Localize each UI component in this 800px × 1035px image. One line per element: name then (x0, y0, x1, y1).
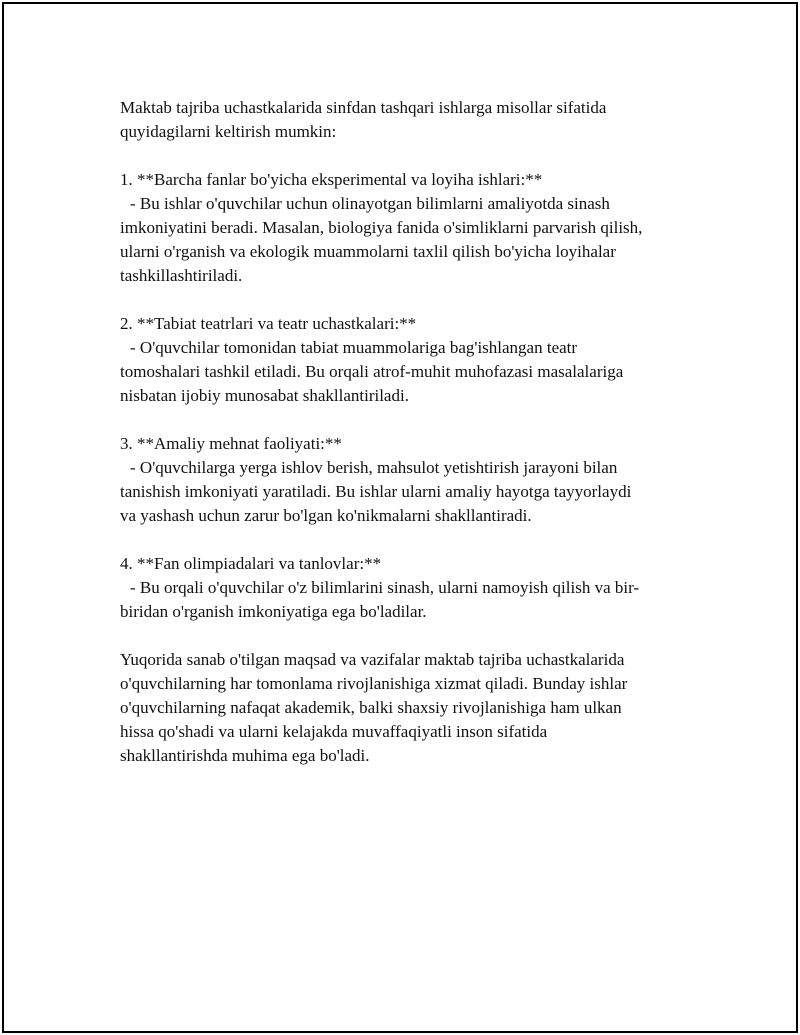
list-item-body-line: - O'quvchilarga yerga ishlov berish, mahsulot yetishtirish jarayoni bilan (130, 458, 618, 477)
conclusion-line: hissa qo'shadi va ularni kelajakda muvaffaqiyatli inson sifatida (120, 722, 548, 741)
list-item-body-line: biridan o'rganish imkoniyatiga ega bo'ladilar. (120, 602, 427, 621)
list-item-4 (120, 552, 700, 624)
list-item-heading: 1. **Barcha fanlar bo'yicha eksperimental va loyiha ishlari:** (120, 170, 543, 189)
document-page (2, 2, 798, 1033)
intro-line: Maktab tajriba uchastkalarida sinfdan tashqari ishlarga misollar sifatida (120, 98, 607, 117)
conclusion-line: o'quvchilarning har tomonlama rivojlanishiga xizmat qiladi. Bunday ishlar (120, 674, 628, 693)
conclusion-line: Yuqorida sanab o'tilgan maqsad va vazifalar maktab tajriba uchastkalarida (120, 650, 625, 669)
list-item-1 (120, 168, 700, 288)
list-item-body-line: nisbatan ijobiy munosabat shakllantiriladi. (120, 386, 409, 405)
list-item-body-line: tanishish imkoniyati yaratiladi. Bu ishlar ularni amaliy hayotga tayyorlaydi (120, 482, 632, 501)
list-item-heading: 2. **Tabiat teatrlari va teatr uchastkalari:** (120, 314, 417, 333)
list-item-body-line: imkoniyatini beradi. Masalan, biologiya fanida o'simliklarni parvarish qilish, (120, 218, 643, 237)
list-item-2 (120, 312, 700, 408)
intro-line: quyidagilarni keltirish mumkin: (120, 122, 337, 141)
conclusion-line: shakllantirishda muhima ega bo'ladi. (120, 746, 370, 765)
list-item-heading: 4. **Fan olimpiadalari va tanlovlar:** (120, 554, 382, 573)
intro-paragraph (120, 96, 700, 144)
list-item-body-line: tomoshalari tashkil etiladi. Bu orqali atrof-muhit muhofazasi masalalariga (120, 362, 624, 381)
list-item-heading: 3. **Amaliy mehnat faoliyati:** (120, 434, 342, 453)
list-item-body-line: tashkillashtiriladi. (120, 266, 243, 285)
list-item-body-line: - O'quvchilar tomonidan tabiat muammolariga bag'ishlangan teatr (130, 338, 578, 357)
conclusion-paragraph (120, 648, 700, 768)
list-item-body-line: ularni o'rganish va ekologik muammolarni taxlil qilish bo'yicha loyihalar (120, 242, 616, 261)
list-item-body-line: - Bu orqali o'quvchilar o'z bilimlarini sinash, ularni namoyish qilish va bir- (130, 578, 640, 597)
list-item-body-line: - Bu ishlar o'quvchilar uchun olinayotgan bilimlarni amaliyotda sinash (130, 194, 610, 213)
document-body (120, 96, 700, 792)
conclusion-line: o'quvchilarning nafaqat akademik, balki shaxsiy rivojlanishiga ham ulkan (120, 698, 622, 717)
list-item-body-line: va yashash uchun zarur bo'lgan ko'nikmalarni shakllantiradi. (120, 506, 532, 525)
list-item-3 (120, 432, 700, 528)
